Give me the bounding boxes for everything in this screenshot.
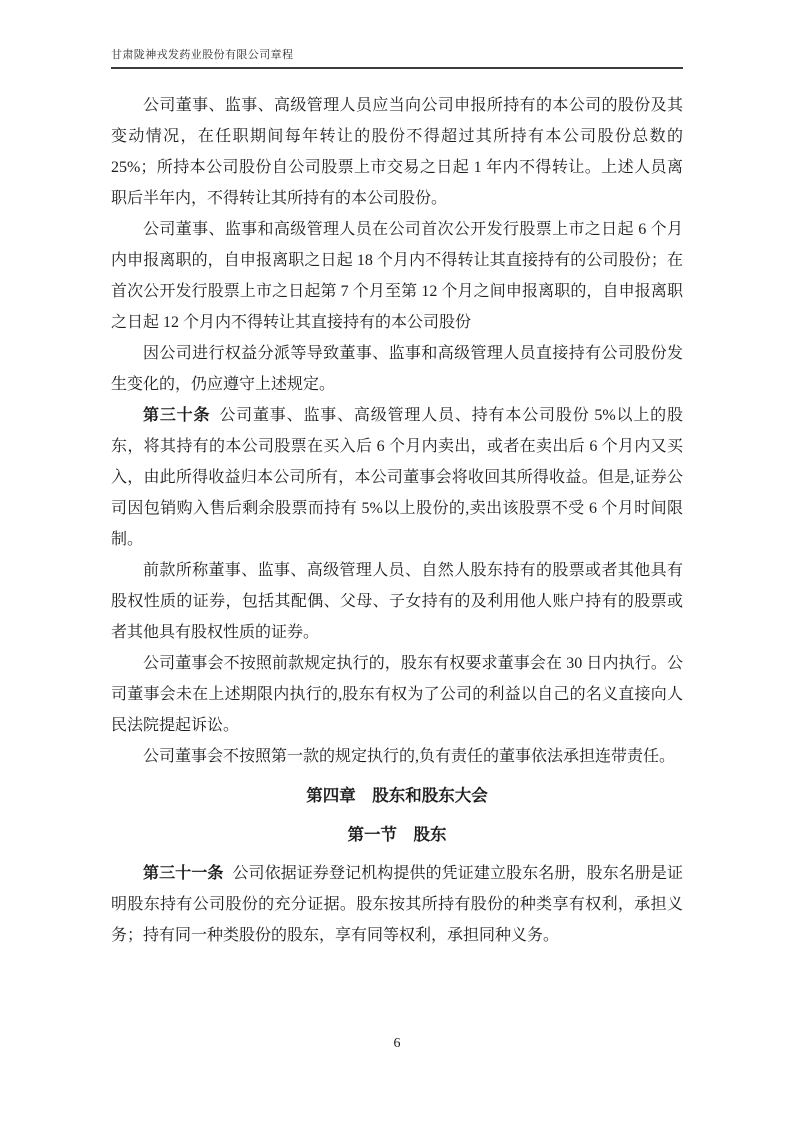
paragraph-text: 因公司进行权益分派等导致董事、监事和高级管理人员直接持有公司股份发生变化的，仍应遵守上述规定。: [111, 345, 683, 393]
paragraph: [111, 214, 683, 338]
page-number: 6: [393, 1036, 401, 1051]
paragraph-text: 公司董事会不按照第一款的规定执行的,负有责任的董事依法承担连带责任。: [143, 748, 676, 765]
paragraph-text: 公司依据证券登记机构提供的凭证建立股东名册，股东名册是证明股东持有公司股份的充分证据。股东按其所持有股份的种类享有权利，承担义务；持有同一种类股份的股东，享有同等权利，承担同种义务。: [111, 865, 683, 944]
paragraph-article-31: [111, 858, 683, 951]
chapter-heading: 第四章 股东和股东大会: [306, 786, 488, 805]
article-number: 第三十一条: [143, 865, 224, 882]
document-body: [111, 90, 683, 951]
paragraph: [111, 741, 683, 772]
page-footer: [0, 1036, 794, 1052]
paragraph-text: 公司董事会不按照前款规定执行的，股东有权要求董事会在 30 日内执行。公司董事会未在上述期限内执行的,股东有权为了公司的利益以自己的名义直接向人民法院提起诉讼。: [111, 655, 683, 734]
paragraph: [111, 555, 683, 648]
paragraph-text: 公司董事、监事和高级管理人员在公司首次公开发行股票上市之日起 6 个月内申报离职的，自申报离职之日起 18 个月内不得转让其直接持有的公司股份；在首次公开发行股票上市之日起第 7 个月至第 12 个月之间申报离职的，自申报离职之日起 12 个月内不得转让其直接持有的本公司股份: [111, 221, 683, 331]
paragraph-article-30: [111, 400, 683, 555]
paragraph: [111, 338, 683, 400]
paragraph-text: 公司董事、监事、高级管理人员、持有本公司股份 5%以上的股东，将其持有的本公司股票在买入后 6 个月内卖出，或者在卖出后 6 个月内又买入，由此所得收益归本公司所有，本公司董事会将收回其所得收益。但是,证券公司因包销购入售后剩余股票而持有 5%以上股份的,卖出该股票不受 6 个月时间限制。: [111, 407, 683, 548]
article-number: 第三十条: [143, 407, 211, 424]
section-heading: 第一节 股东: [347, 825, 447, 844]
paragraph: [111, 648, 683, 741]
paragraph-text: 前款所称董事、监事、高级管理人员、自然人股东持有的股票或者其他具有股权性质的证券，包括其配偶、父母、子女持有的及利用他人账户持有的股票或者其他具有股权性质的证券。: [111, 562, 683, 641]
page-header: [111, 0, 683, 69]
header-title: 甘肃陇神戎发药业股份有限公司章程: [111, 49, 294, 61]
paragraph-text: 公司董事、监事、高级管理人员应当向公司申报所持有的本公司的股份及其变动情况，在任职期间每年转让的股份不得超过其所持有本公司股份总数的 25%；所持本公司股份自公司股票上市交易之日起 1 年内不得转让。上述人员离职后半年内，不得转让其所持有的本公司股份。: [111, 97, 683, 207]
paragraph: [111, 90, 683, 214]
